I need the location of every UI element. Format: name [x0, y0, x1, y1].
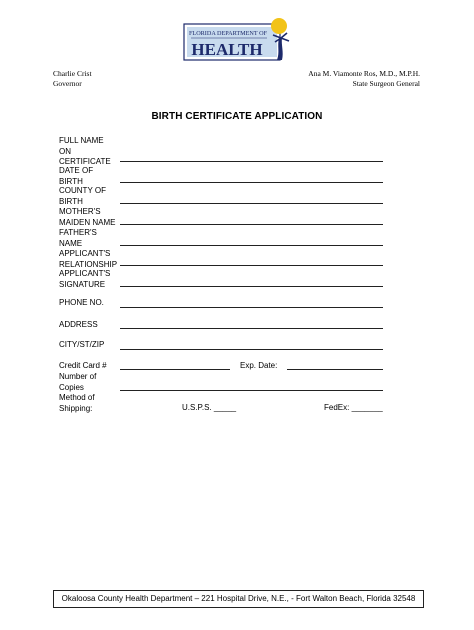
date-of-birth-label: DATE OF BIRTH	[59, 166, 94, 186]
usps-option[interactable]: U.S.P.S. _____	[182, 403, 237, 412]
number-of-copies-label: Number of Copies	[59, 372, 97, 392]
logo-top-text: FLORIDA DEPARTMENT OF	[188, 30, 268, 37]
address-label: ADDRESS	[59, 320, 98, 329]
city-st-zip-field[interactable]	[120, 349, 383, 350]
full-name-field[interactable]	[120, 161, 383, 162]
surgeon-general-name: Ana M. Viamonte Ros, M.D., M.P.H.	[308, 69, 420, 78]
governor-title: Governor	[53, 79, 82, 88]
county-of-birth-label: COUNTY OF BIRTH	[59, 186, 106, 206]
city-st-zip-label: CITY/ST/ZIP	[59, 340, 105, 349]
sun-icon	[271, 18, 287, 34]
logo-main-text: HEALTH	[191, 40, 263, 59]
fathers-name-field[interactable]	[120, 245, 383, 246]
footer-address: Okaloosa County Health Department – 221 Hospital Drive, N.E., - Fort Walton Beach, Florida 32548	[61, 594, 416, 603]
full-name-label: FULL NAME ON CERTIFICATE	[59, 136, 111, 166]
credit-card-field[interactable]	[120, 369, 230, 370]
logo-graphic	[181, 18, 291, 64]
applicants-signature-label: APPLICANT'S SIGNATURE	[59, 269, 111, 289]
applicants-signature-field[interactable]	[120, 286, 383, 287]
phone-no-field[interactable]	[120, 307, 383, 308]
county-of-birth-field[interactable]	[120, 203, 383, 204]
florida-doh-logo	[181, 18, 291, 64]
applicants-relationship-label: APPLICANT'S RELATIONSHIP	[59, 249, 118, 269]
exp-date-field[interactable]	[287, 369, 383, 370]
phone-no-label: PHONE NO.	[59, 298, 104, 307]
credit-card-label: Credit Card #	[59, 361, 107, 370]
mothers-maiden-name-label: MOTHER'S MAIDEN NAME	[59, 207, 116, 227]
governor-name: Charlie Crist	[53, 69, 92, 78]
address-field[interactable]	[120, 328, 383, 329]
applicants-relationship-field[interactable]	[120, 265, 383, 266]
form-title: BIRTH CERTIFICATE APPLICATION	[151, 111, 323, 122]
surgeon-general-title: State Surgeon General	[352, 79, 420, 88]
mothers-maiden-name-field[interactable]	[120, 224, 383, 225]
number-of-copies-field[interactable]	[120, 390, 383, 391]
fedex-option[interactable]: FedEx: _______	[324, 403, 383, 412]
method-of-shipping-label: Method of Shipping:	[59, 393, 95, 413]
footer-address-box	[53, 590, 424, 608]
date-of-birth-field[interactable]	[120, 182, 383, 183]
fathers-name-label: FATHER'S NAME	[59, 228, 97, 248]
exp-date-label: Exp. Date:	[240, 361, 278, 370]
